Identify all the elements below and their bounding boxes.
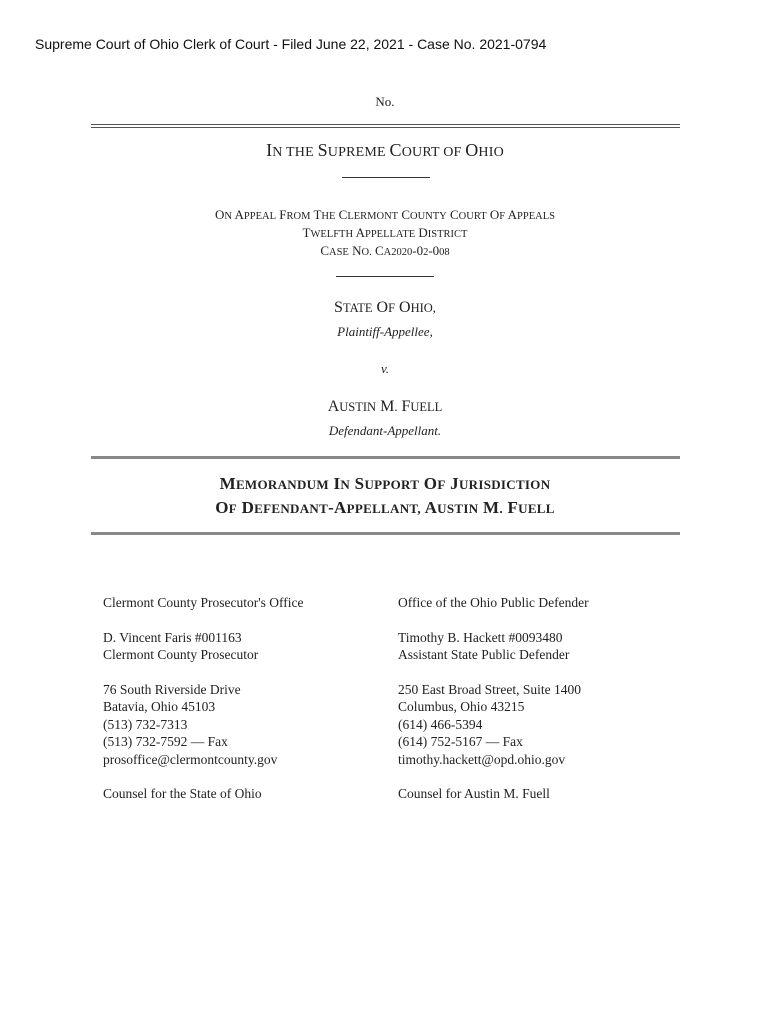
top-rule-second bbox=[91, 127, 680, 128]
title-divider bbox=[342, 177, 430, 178]
counsel-office: Clermont County Prosecutor's Office bbox=[103, 595, 304, 610]
appellate-district: TWELFTH APPELLATE DISTRICT bbox=[302, 225, 468, 240]
appeal-origin: ON APPEAL FROM THE CLERMONT COUNTY COURT OF APPEALS bbox=[215, 207, 555, 222]
counsel-address-line-1: 76 South Riverside Drive bbox=[103, 681, 241, 697]
docket-number-label: No. bbox=[375, 94, 395, 109]
appellant-name: AUSTIN M. FUELL bbox=[327, 398, 443, 415]
counsel-office: Office of the Ohio Public Defender bbox=[398, 595, 589, 610]
appellee-name: STATE OF OHIO, bbox=[334, 299, 436, 316]
counsel-fax: (513) 732-7592 — Fax bbox=[103, 734, 228, 749]
counsel-fax: (614) 752-5167 — Fax bbox=[398, 734, 523, 749]
counsel-appellee-block bbox=[103, 594, 304, 803]
counsel-role: Counsel for the State of Ohio bbox=[103, 786, 262, 801]
appellant-role: Defendant-Appellant. bbox=[328, 423, 442, 438]
counsel-attorney: Timothy B. Hackett #0093480 bbox=[398, 629, 563, 645]
counsel-appellant-block bbox=[398, 594, 589, 803]
counsel-title: Clermont County Prosecutor bbox=[103, 647, 259, 662]
top-rule bbox=[91, 124, 680, 125]
counsel-address-line-2: Columbus, Ohio 43215 bbox=[398, 699, 525, 714]
counsel-phone: (513) 732-7313 bbox=[103, 716, 188, 732]
memo-bottom-rule bbox=[91, 532, 680, 535]
counsel-attorney: D. Vincent Faris #001163 bbox=[103, 629, 242, 645]
counsel-email: timothy.hackett@opd.ohio.gov bbox=[398, 751, 566, 767]
memo-top-rule bbox=[91, 456, 680, 459]
court-title: IN THE SUPREME COURT OF OHIO bbox=[266, 140, 504, 160]
appellee-role: Plaintiff-Appellee, bbox=[337, 324, 433, 339]
lower-case-number: CASE NO. CA2020-02-008 bbox=[320, 243, 450, 258]
counsel-address-line-2: Batavia, Ohio 45103 bbox=[103, 699, 216, 714]
versus: v. bbox=[380, 361, 390, 376]
counsel-role: Counsel for Austin M. Fuell bbox=[398, 786, 550, 801]
counsel-phone: (614) 466-5394 bbox=[398, 716, 483, 732]
filing-stamp: Supreme Court of Ohio Clerk of Court - Filed June 22, 2021 - Case No. 2021-0794 bbox=[35, 36, 547, 52]
memorandum-title-line-2: OF DEFENDANT-APPELLANT, AUSTIN M. FUELL bbox=[215, 498, 555, 517]
counsel-email: prosoffice@clermontcounty.gov bbox=[103, 751, 278, 767]
counsel-address-line-1: 250 East Broad Street, Suite 1400 bbox=[398, 681, 581, 697]
counsel-title: Assistant State Public Defender bbox=[398, 647, 570, 662]
appeal-divider bbox=[336, 276, 434, 277]
memorandum-title-line-1: MEMORANDUM IN SUPPORT OF JURISDICTION bbox=[219, 474, 551, 493]
